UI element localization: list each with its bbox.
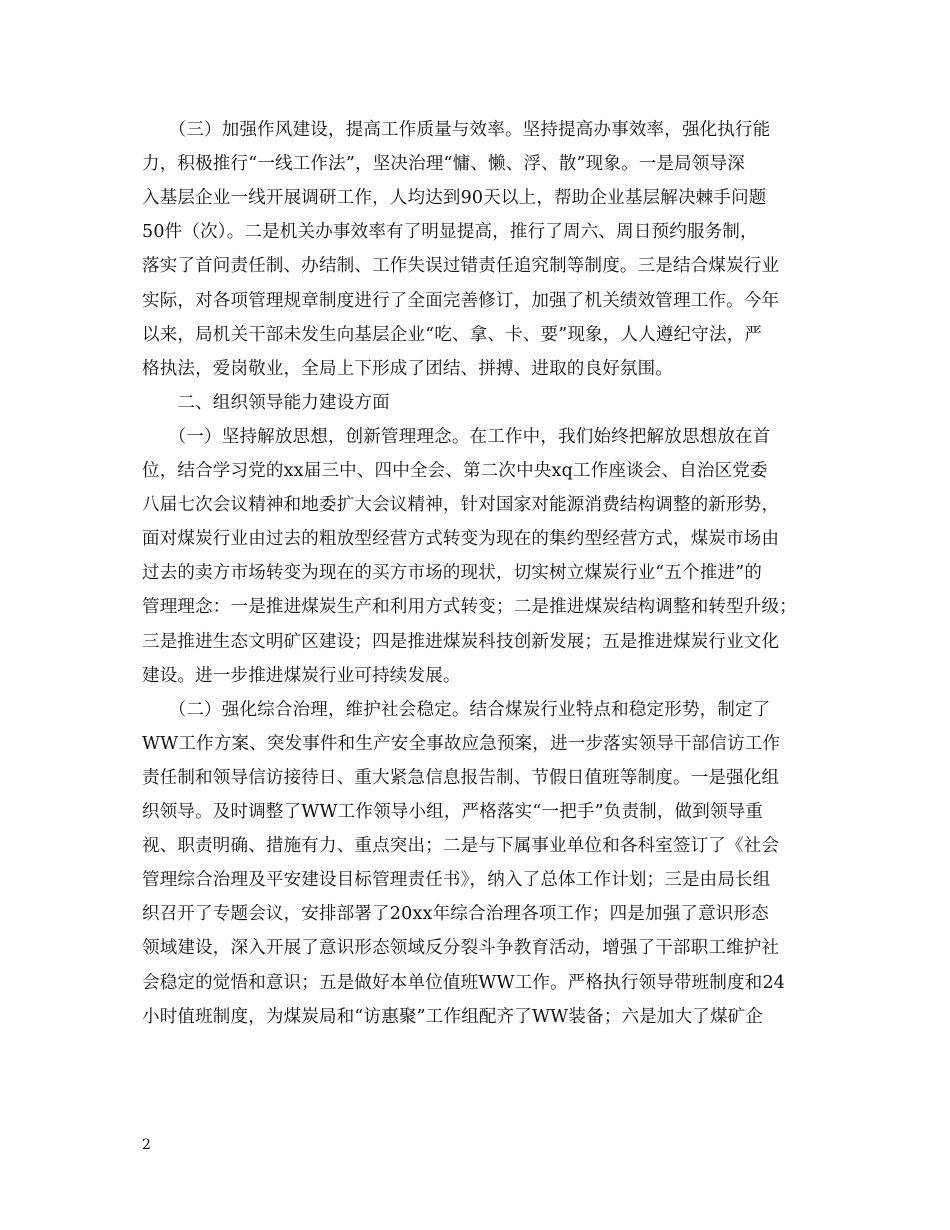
text-line: 三是推进生态文明矿区建设；四是推进煤炭科技创新发展；五是推进煤炭行业文化	[142, 631, 780, 652]
text-line: 实际，对各项管理规章制度进行了全面完善修订，加强了机关绩效管理工作。今年	[142, 290, 780, 311]
text-line: 小时值班制度，为煤炭局和“访惠聚”工作组配齐了WW装备；六是加大了煤矿企	[142, 1006, 764, 1027]
text-line: 过去的卖方市场转变为现在的买方市场的现状，切实树立煤炭行业“五个推进”的	[142, 563, 763, 584]
text-line: 格执法，爱岗敬业，全局上下形成了团结、拼搏、进取的良好氛围。	[142, 358, 673, 379]
text-line: 落实了首问责任制、办结制、工作失误过错责任追究制等制度。三是结合煤炭行业	[142, 256, 780, 277]
text-line: 入基层企业一线开展调研工作，人均达到90天以上，帮助企业基层解决棘手问题	[142, 188, 767, 209]
text-line: 责任制和领导信访接待日、重大紧急信息报告制、节假日值班等制度。一是强化组	[142, 767, 780, 788]
text-line: 力，积极推行“一线工作法”，坚决治理“慵、懒、浮、散”现象。一是局领导深	[142, 154, 745, 175]
text-line: （三）加强作风建设，提高工作质量与效率。坚持提高办事效率，强化执行能	[142, 120, 771, 140]
text-line: 50件（次）。二是机关办事效率有了明显提高，推行了周六、周日预约服务制，	[142, 222, 758, 243]
text-line: 视、职责明确、措施有力、重点突出；二是与下属事业单位和各科室签订了《社会	[142, 836, 780, 857]
text-line: 建设。进一步推进煤炭行业可持续发展。	[142, 665, 461, 686]
text-line: 二、组织领导能力建设方面	[142, 392, 390, 413]
text-line: 管理综合治理及平安建设目标管理责任书》，纳入了总体工作计划；三是由局长组	[142, 870, 771, 891]
text-line: 会稳定的觉悟和意识；五是做好本单位值班WW工作。严格执行领导带班制度和24	[142, 972, 786, 993]
text-line: （二）强化综合治理，维护社会稳定。结合煤炭行业特点和稳定形势，制定了	[142, 699, 771, 720]
text-line: （一）坚持解放思想，创新管理理念。在工作中，我们始终把解放思想放在首	[142, 426, 771, 447]
text-line: 织领导。及时调整了WW工作领导小组，严格落实“一把手”负责制，做到领导重	[142, 802, 764, 822]
page-number: 2	[142, 1137, 151, 1153]
text-line: WW工作方案、突发事件和生产安全事故应急预案，进一步落实领导干部信访工作	[142, 733, 781, 754]
text-line: 面对煤炭行业由过去的粗放型经营方式转变为现在的集约型经营方式，煤炭市场由	[142, 529, 780, 550]
text-line: 以来，局机关干部未发生向基层企业“吃、拿、卡、要”现象，人人遵纪守法，严	[142, 324, 763, 345]
text-line: 管理理念：一是推进煤炭生产和利用方式转变；二是推进煤炭结构调整和转型升级；	[142, 597, 797, 618]
text-line: 位，结合学习党的xx届三中、四中全会、第二次中央xq工作座谈会、自治区党委	[142, 461, 768, 481]
text-line: 领域建设，深入开展了意识形态领域反分裂斗争教育活动，增强了干部职工维护社	[142, 938, 780, 959]
text-line: 八届七次会议精神和地委扩大会议精神，针对国家对能源消费结构调整的新形势，	[142, 495, 780, 516]
text-line: 织召开了专题会议，安排部署了20xx年综合治理各项工作；四是加强了意识形态	[142, 904, 769, 925]
